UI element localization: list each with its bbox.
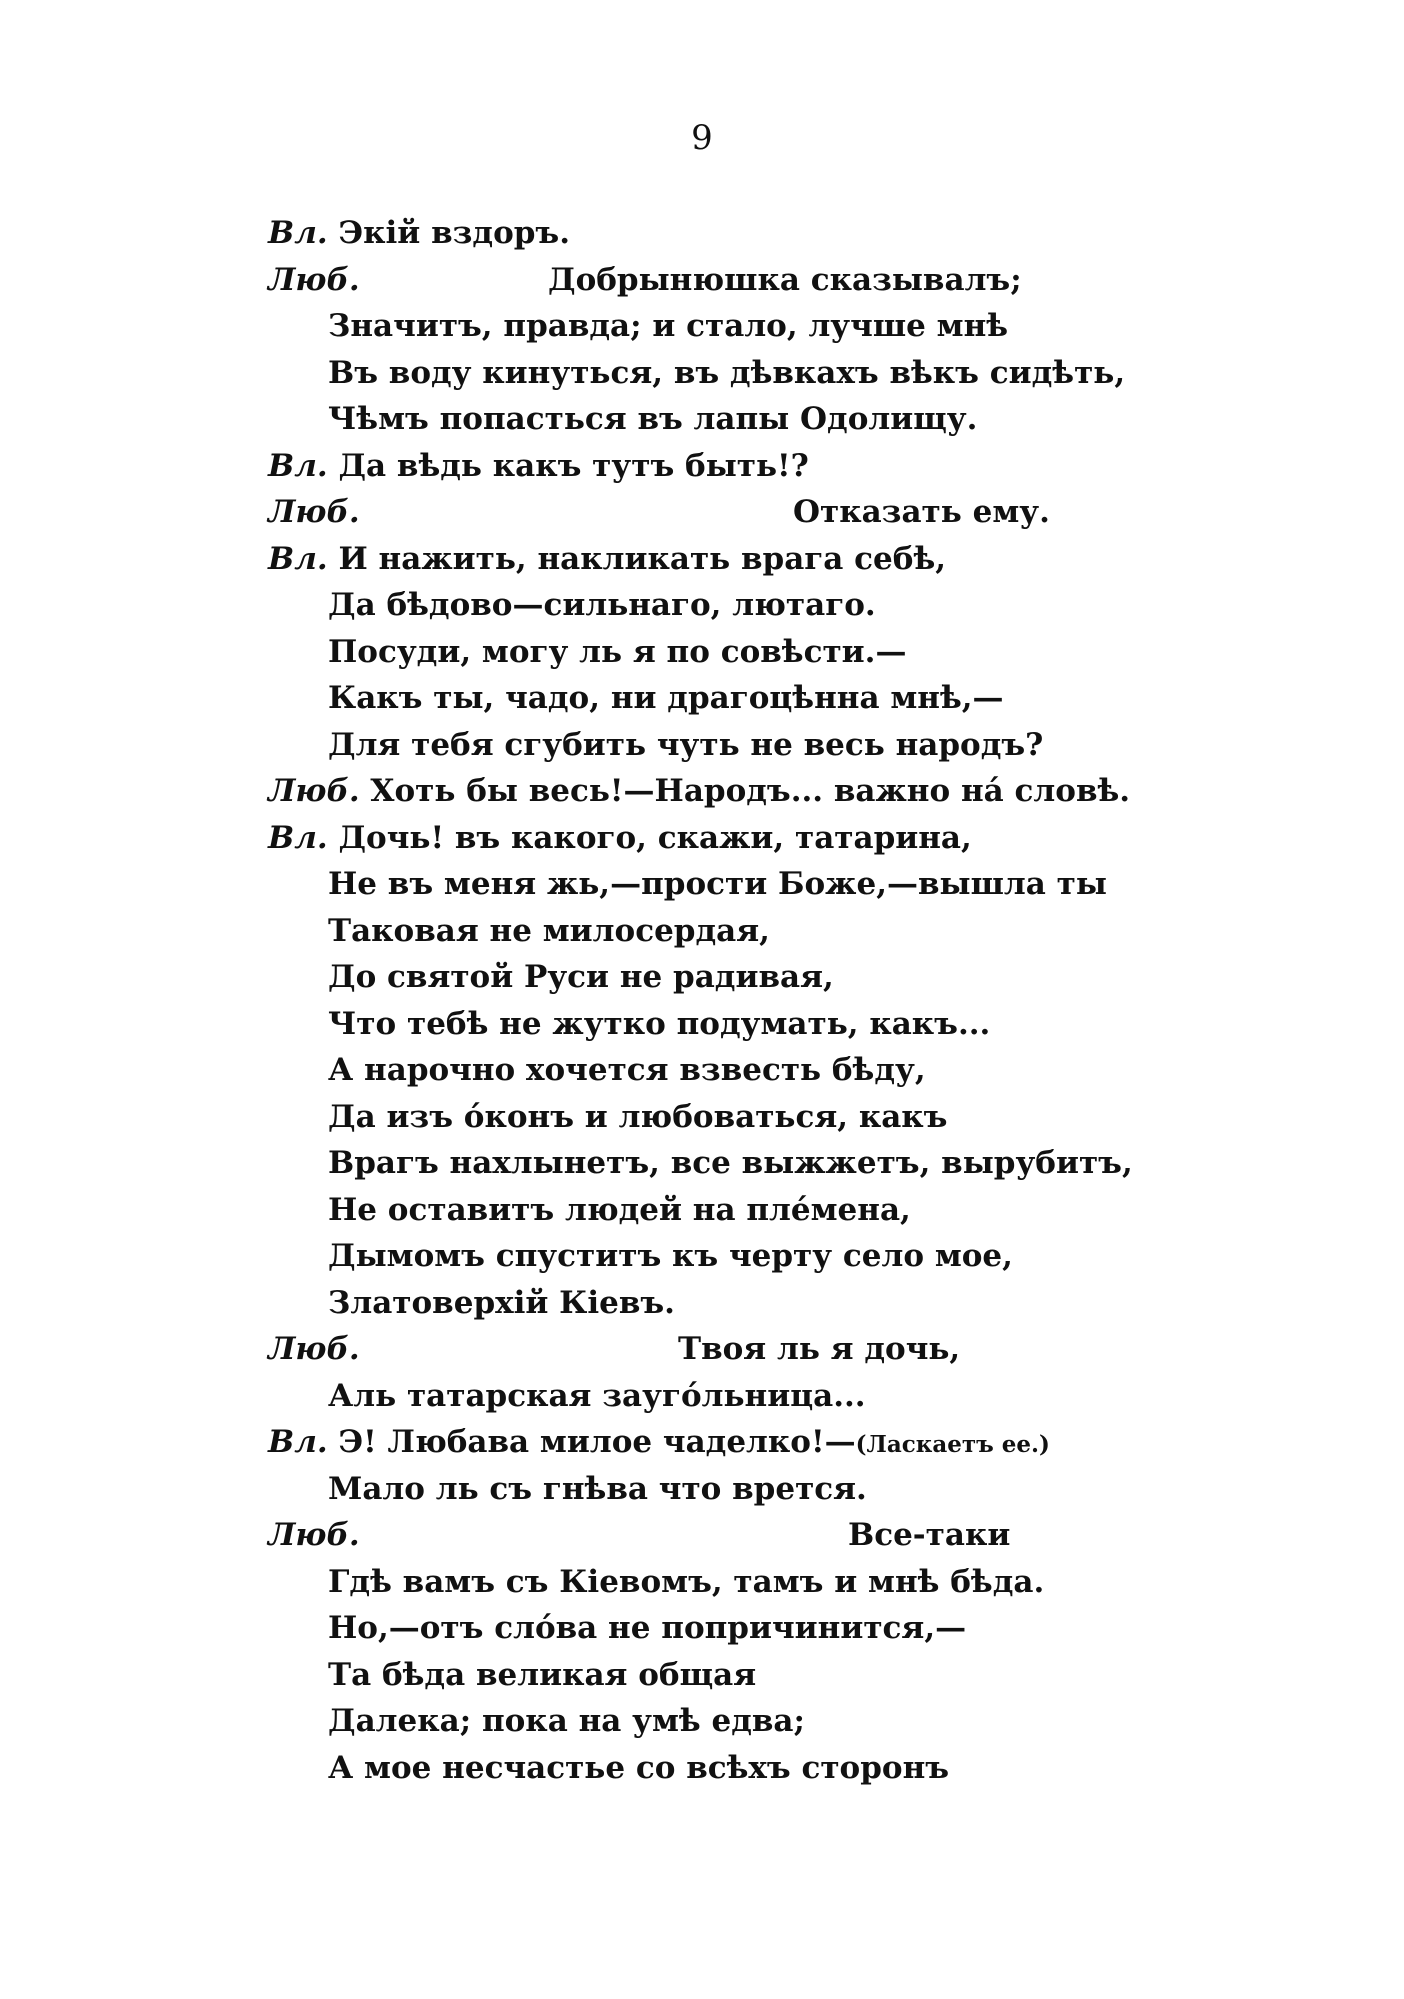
verse-line <box>268 1373 1268 1420</box>
line-text: Не оставитъ людей на плéмена, <box>328 1191 911 1228</box>
verse-line <box>268 1512 1268 1559</box>
verse-line <box>268 1140 1268 1187</box>
line-text: Дочь! въ какого, скажи, татарина, <box>327 819 972 856</box>
speaker-label: Люб. <box>268 1517 360 1553</box>
line-text: Гдѣ вамъ съ Кіевомъ, тамъ и мнѣ бѣда. <box>328 1563 1045 1600</box>
line-text: И нажить, накликать врага себѣ, <box>327 540 947 577</box>
verse-line <box>268 908 1268 955</box>
line-text: Э! Любава милое чаделко!— <box>327 1424 856 1460</box>
speaker-label: Вл. <box>268 819 328 856</box>
line-text: Хоть бы весь!—Народъ... важно нá словѣ. <box>359 773 1131 809</box>
verse-line <box>268 1419 1268 1466</box>
verse-line <box>268 1233 1268 1280</box>
line-text: Та бѣда великая общая <box>328 1656 757 1693</box>
verse-line <box>268 768 1268 815</box>
line-text: Значитъ, правда; и стало, лучше мнѣ <box>328 308 1009 344</box>
line-text: Какъ ты, чадо, ни драгоцѣнна мнѣ,— <box>328 680 1004 716</box>
speaker-label: Люб. <box>268 1331 360 1367</box>
verse-line <box>268 1745 1268 1792</box>
verse-line <box>268 1652 1268 1699</box>
speaker-label: Вл. <box>268 447 328 484</box>
page-number: 9 <box>691 118 713 158</box>
verse-line <box>268 257 1268 304</box>
stage-direction: (Ласкаетъ ее.) <box>855 1431 1050 1458</box>
line-text: Экій вздоръ. <box>327 215 570 251</box>
line-text: Но,—отъ слóва не попричинится,— <box>328 1610 967 1646</box>
line-text: Дымомъ спуститъ къ черту село мое, <box>328 1238 1013 1274</box>
verse-line <box>268 536 1268 583</box>
speaker-label: Вл. <box>268 540 328 577</box>
line-text: Да вѣдь какъ тутъ быть!? <box>327 447 809 484</box>
verse-line <box>268 1466 1268 1513</box>
line-text: Таковая не милосердая, <box>328 912 770 949</box>
line-text: Врагъ нахлынетъ, все выжжетъ, вырубитъ, <box>328 1145 1133 1181</box>
verse-line <box>268 1047 1268 1094</box>
verse-line <box>268 1605 1268 1652</box>
verse-line <box>268 1001 1268 1048</box>
line-text: А мое несчастье со всѣхъ сторонъ <box>328 1749 950 1786</box>
verse-text <box>268 210 1268 1791</box>
line-text: Что тебѣ не жутко подумать, какъ... <box>328 1005 991 1042</box>
speaker-label: Вл. <box>268 1424 328 1460</box>
verse-line <box>268 396 1268 443</box>
line-text: Не въ меня жь,—прости Боже,—вышла ты <box>328 866 1107 902</box>
line-text: Добрынюшка сказывалъ; <box>548 261 1022 298</box>
line-text: Отказать ему. <box>793 494 1050 530</box>
verse-line <box>268 489 1268 536</box>
verse-line <box>268 303 1268 350</box>
verse-line <box>268 722 1268 769</box>
verse-line <box>268 861 1268 908</box>
verse-line <box>268 1559 1268 1606</box>
verse-line <box>268 443 1268 490</box>
verse-line <box>268 954 1268 1001</box>
speaker-label: Люб. <box>268 261 360 298</box>
verse-line <box>268 350 1268 397</box>
verse-line <box>268 1094 1268 1141</box>
verse-line <box>268 815 1268 862</box>
verse-line <box>268 629 1268 676</box>
verse-line <box>268 1280 1268 1327</box>
line-text: Для тебя сгубить чуть не весь народъ? <box>328 726 1044 763</box>
line-text: Златоверхій Кіевъ. <box>328 1284 675 1321</box>
line-text: Твоя ль я дочь, <box>678 1331 961 1367</box>
speaker-label: Люб. <box>268 494 360 530</box>
line-text: Аль татарская заугóльница... <box>328 1377 866 1414</box>
line-text: Мало ль съ гнѣва что врется. <box>328 1470 867 1507</box>
verse-line <box>268 675 1268 722</box>
line-text: А нарочно хочется взвесть бѣду, <box>328 1052 926 1088</box>
line-text: Въ воду кинуться, въ дѣвкахъ вѣкъ сидѣть, <box>328 354 1126 391</box>
verse-line <box>268 582 1268 629</box>
verse-line <box>268 210 1268 257</box>
line-text: Далека; пока на умѣ едва; <box>328 1703 805 1739</box>
line-text: Чѣмъ попасться въ лапы Одолищу. <box>328 401 978 437</box>
line-text: Да изъ óконъ и любоваться, какъ <box>328 1098 948 1135</box>
verse-line <box>268 1187 1268 1234</box>
line-text: До святой Руси не радивая, <box>328 959 834 995</box>
line-text: Да бѣдово—сильнаго, лютаго. <box>328 587 876 623</box>
speaker-label: Вл. <box>268 215 328 251</box>
speaker-label: Люб. <box>268 773 360 809</box>
line-text: Все-таки <box>848 1517 1011 1553</box>
verse-line <box>268 1326 1268 1373</box>
line-text: Посуди, могу ль я по совѣсти.— <box>328 633 907 670</box>
verse-line <box>268 1698 1268 1745</box>
